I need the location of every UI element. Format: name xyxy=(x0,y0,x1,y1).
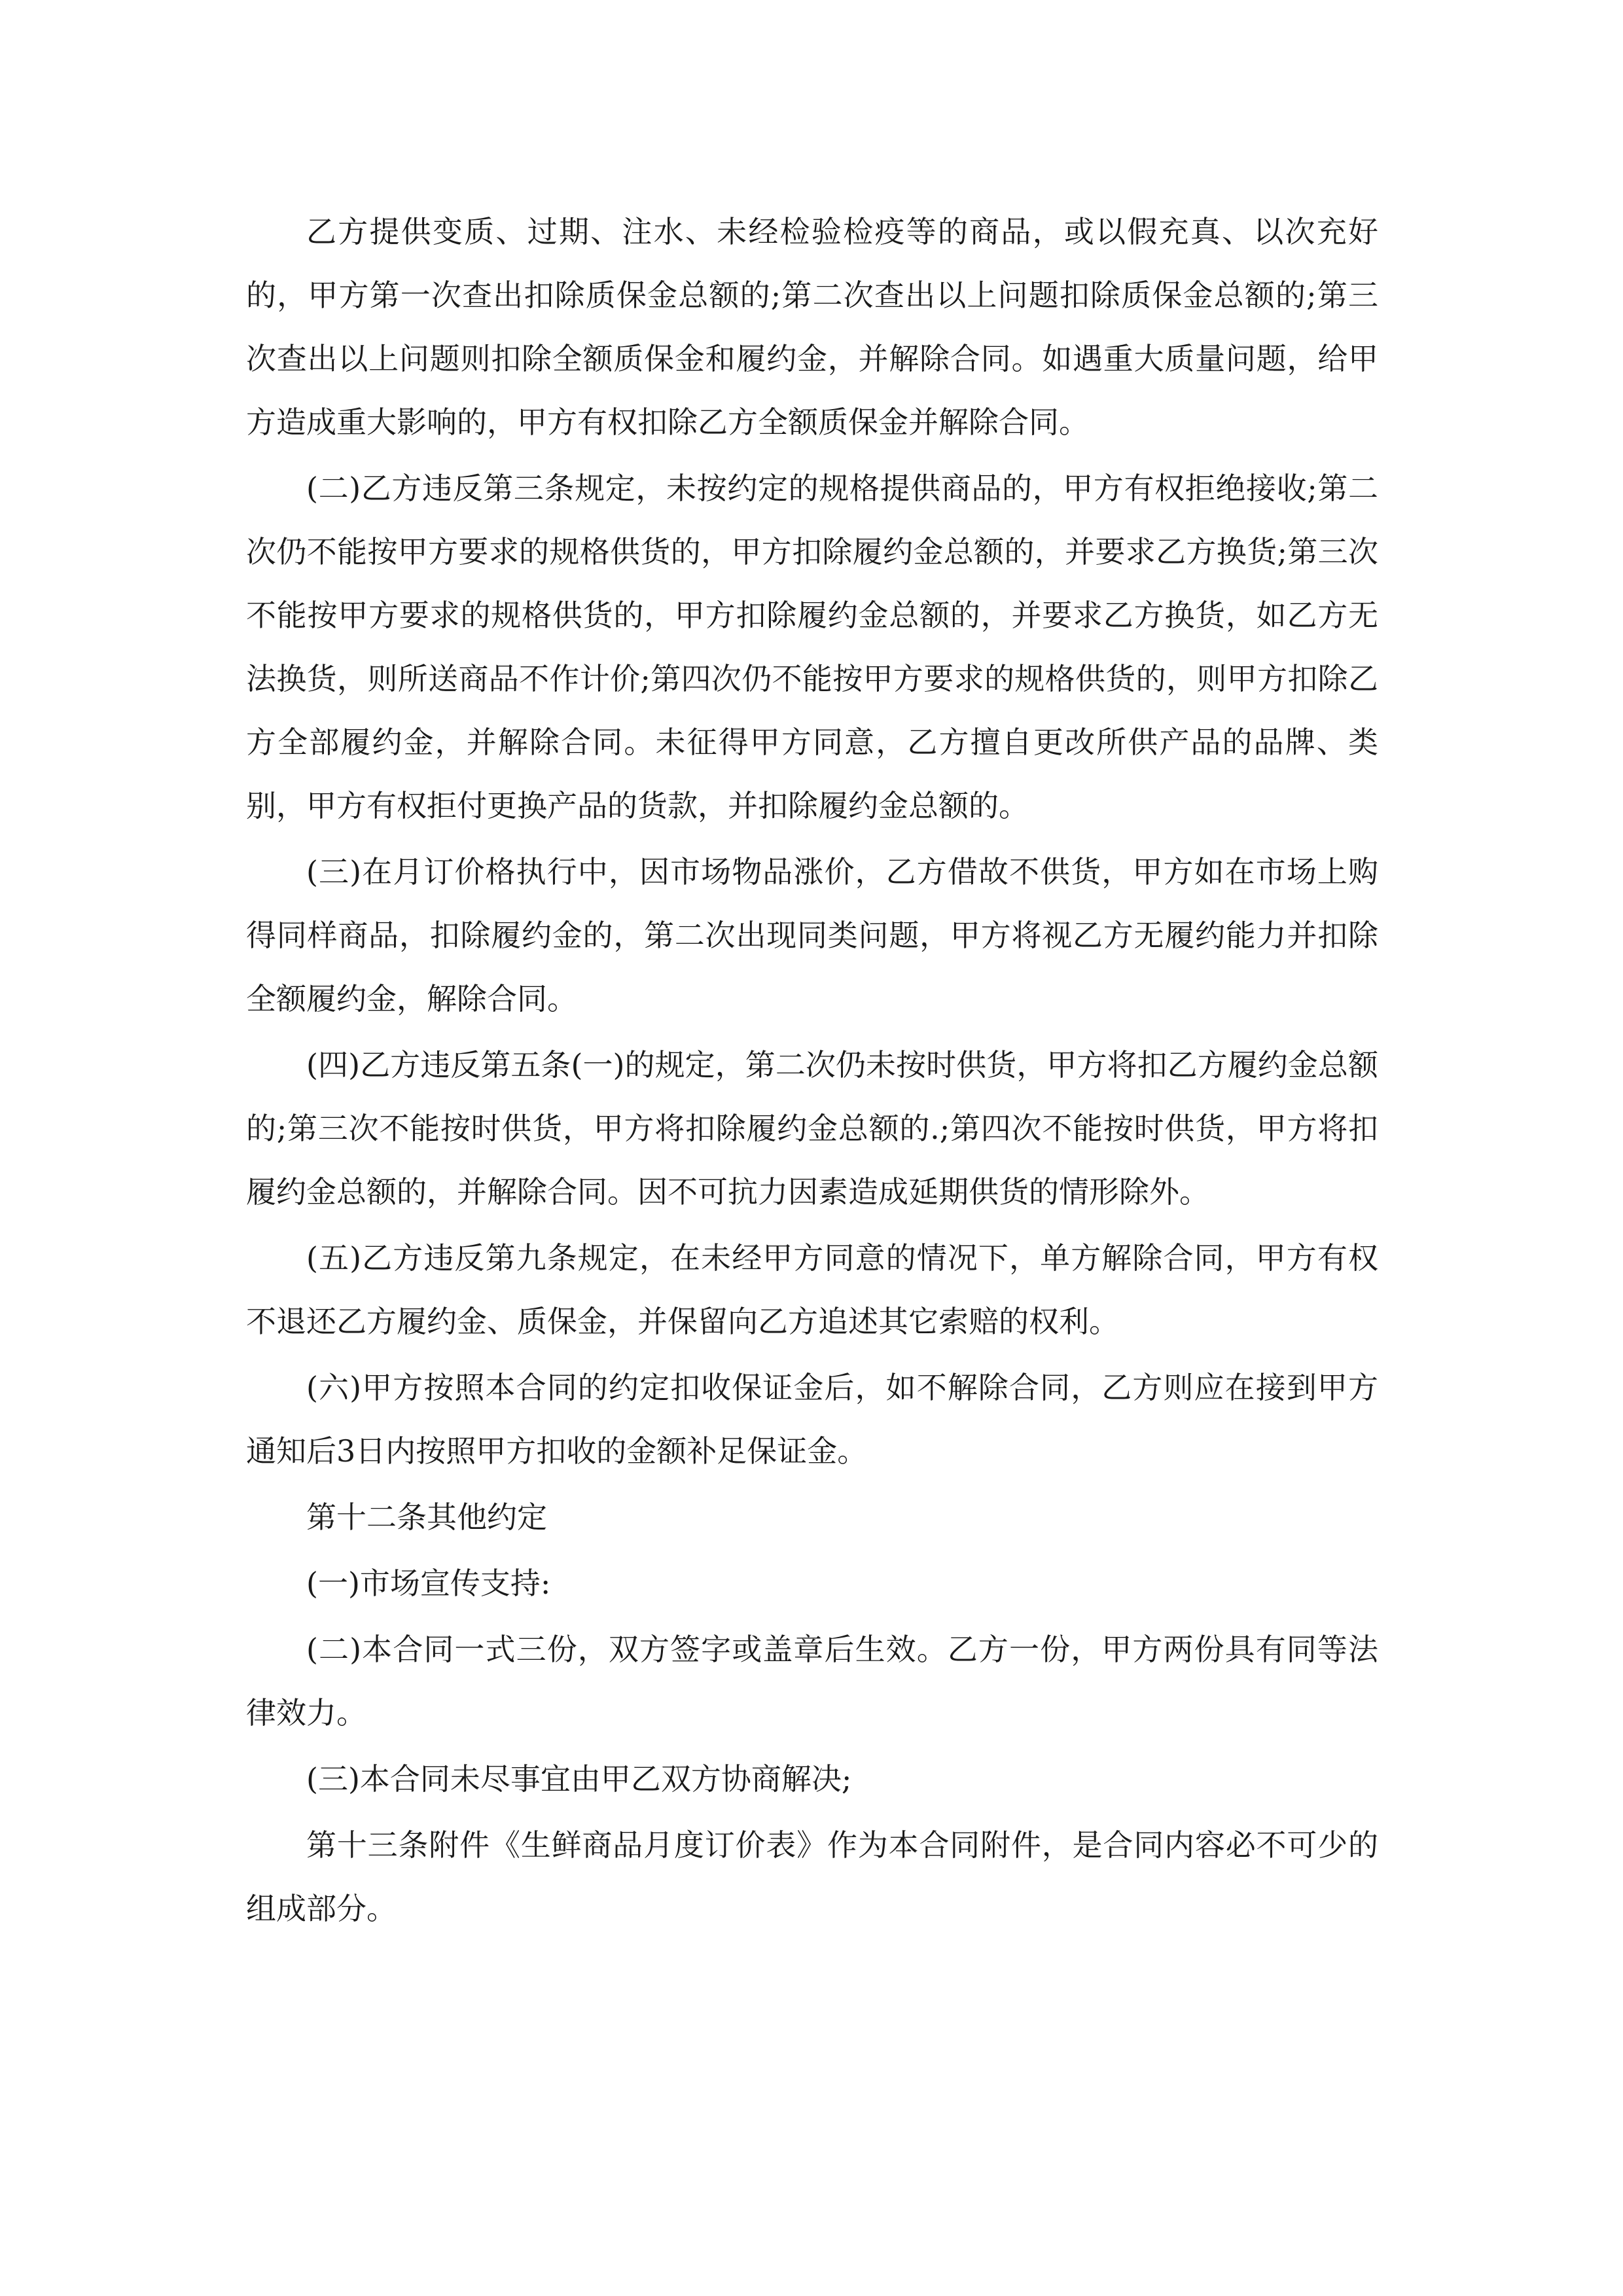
paragraph-penalty-specification: (二)乙方违反第三条规定，未按约定的规格提供商品的，甲方有权拒绝接收;第二次仍不能按甲方要求的规格供货的，甲方扣除履约金总额的，并要求乙方换货;第三次不能按甲方要求的规格供货的，甲方扣除履约金总额的，并要求乙方换货，如乙方无法换货，则所送商品不作计价;第四次仍不能按甲方要求的规格供货的，则甲方扣除乙方全部履约金，并解除合同。未征得甲方同意，乙方擅自更改所供产品的品牌、类别，甲方有权拒付更换产品的货款，并扣除履约金总额的。 xyxy=(246,471,1378,823)
paragraph-penalty-termination: (五)乙方违反第九条规定，在未经甲方同意的情况下，单方解除合同，甲方有权不退还乙方履约金、质保金，并保留向乙方追述其它索赔的权利。 xyxy=(246,1240,1378,1339)
paragraph-penalty-price-increase: (三)在月订价格执行中，因市场物品涨价，乙方借故不供货，甲方如在市场上购得同样商品，扣除履约金的，第二次出现同类问题，甲方将视乙方无履约能力并扣除全额履约金，解除合同。 xyxy=(246,854,1378,1016)
article-12-heading: 第十二条其他约定 xyxy=(306,1499,547,1535)
paragraph-deposit-replenish: (六)甲方按照本合同的约定扣收保证金后，如不解除合同，乙方则应在接到甲方通知后3日内按照甲方扣收的金额补足保证金。 xyxy=(246,1370,1378,1469)
paragraph-penalty-late-delivery: (四)乙方违反第五条(一)的规定，第二次仍未按时供货，甲方将扣乙方履约金总额的;第三次不能按时供货，甲方将扣除履约金总额的.;第四次不能按时供货，甲方将扣履约金总额的，并解除合同。因不可抗力因素造成延期供货的情形除外。 xyxy=(246,1047,1378,1210)
article-12-item-1: (一)市场宣传支持: xyxy=(306,1566,551,1601)
article-13-attachment: 第十三条附件《生鲜商品月度订价表》作为本合同附件，是合同内容必不可少的组成部分。 xyxy=(246,1827,1378,1926)
paragraph-penalty-quality: 乙方提供变质、过期、注水、未经检验检疫等的商品，或以假充真、以次充好的，甲方第一次查出扣除质保金总额的;第二次查出以上问题扣除质保金总额的;第三次查出以上问题则扣除全额质保金和履约金，并解除合同。如遇重大质量问题，给甲方造成重大影响的，甲方有权扣除乙方全额质保金并解除合同。 xyxy=(246,214,1378,440)
document-body xyxy=(246,200,1378,1943)
article-12-item-2: (二)本合同一式三份，双方签字或盖章后生效。乙方一份，甲方两份具有同等法律效力。 xyxy=(246,1632,1378,1731)
article-12-item-3: (三)本合同未尽事宜由甲乙双方协商解决; xyxy=(306,1761,852,1797)
